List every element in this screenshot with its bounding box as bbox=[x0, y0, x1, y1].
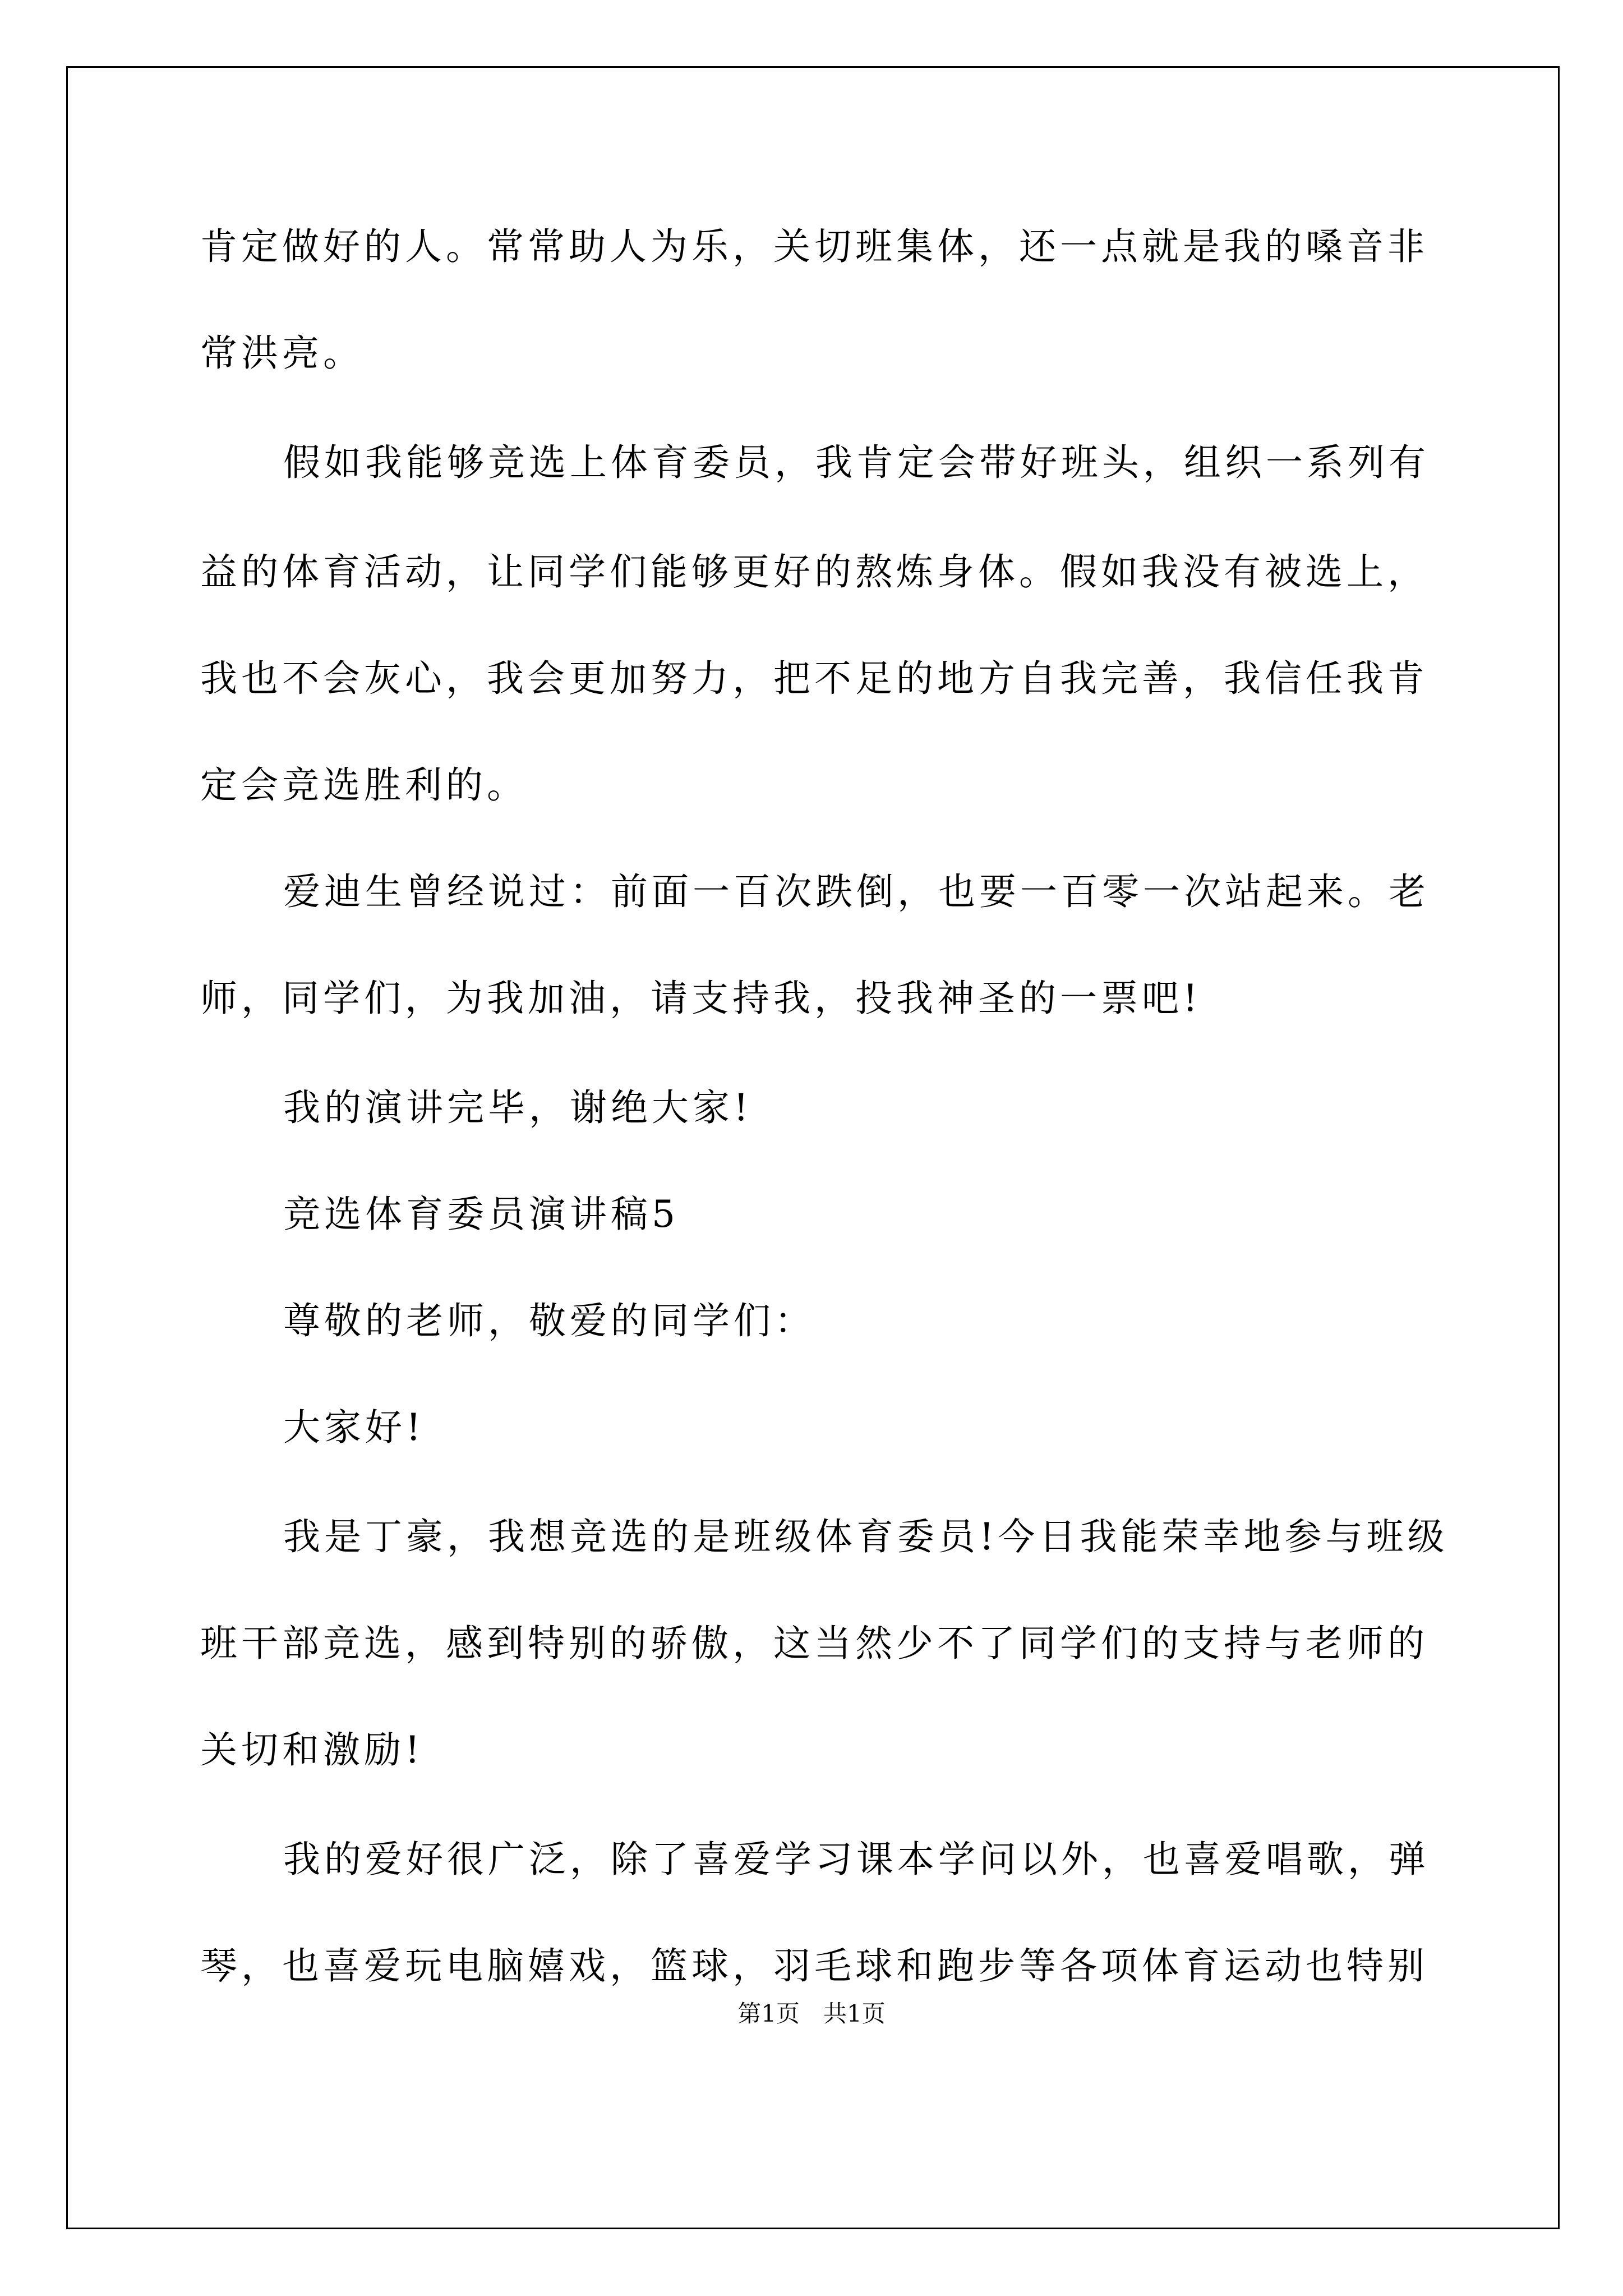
text-line: 关切和激励! bbox=[200, 1728, 424, 1772]
section-title: 竞选体育委员演讲稿5 bbox=[283, 1193, 679, 1236]
paragraph-first-line: 假如我能够竞选上体育委员，我肯定会带好班头，组织一系列有 bbox=[283, 441, 1430, 484]
paragraph-first-line: 我的爱好很广泛，除了喜爱学习课本学问以外，也喜爱唱歌，弹 bbox=[283, 1838, 1430, 1881]
text-line: 我也不会灰心，我会更加努力，把不足的地方自我完善，我信任我肯 bbox=[200, 657, 1428, 700]
greeting: 大家好! bbox=[283, 1406, 425, 1449]
salutation: 尊敬的老师，敬爱的同学们： bbox=[283, 1299, 815, 1342]
text-line: 肯定做好的人。常常助人为乐，关切班集体，还一点就是我的嗓音非 bbox=[200, 225, 1428, 268]
text-line: 常洪亮。 bbox=[200, 332, 364, 375]
page-footer: 第1页 共1页 bbox=[737, 2000, 886, 2027]
paragraph-first-line: 我是丁豪，我想竞选的是班级体育委员!今日我能荣幸地参与班级 bbox=[283, 1515, 1449, 1558]
page-frame bbox=[66, 66, 1560, 2229]
paragraph-first-line: 我的演讲完毕，谢绝大家! bbox=[283, 1086, 753, 1129]
text-line: 师，同学们，为我加油，请支持我，投我神圣的一票吧! bbox=[200, 977, 1202, 1020]
text-line: 琴，也喜爱玩电脑嬉戏，篮球，羽毛球和跑步等各项体育运动也特别 bbox=[200, 1944, 1428, 1987]
paragraph-first-line: 爱迪生曾经说过：前面一百次跌倒，也要一百零一次站起来。老 bbox=[283, 870, 1430, 913]
text-line: 定会竞选胜利的。 bbox=[200, 763, 528, 807]
text-line: 益的体育活动，让同学们能够更好的熬炼身体。假如我没有被选上， bbox=[200, 550, 1428, 593]
text-line: 班干部竞选，感到特别的骄傲，这当然少不了同学们的支持与老师的 bbox=[200, 1622, 1428, 1665]
